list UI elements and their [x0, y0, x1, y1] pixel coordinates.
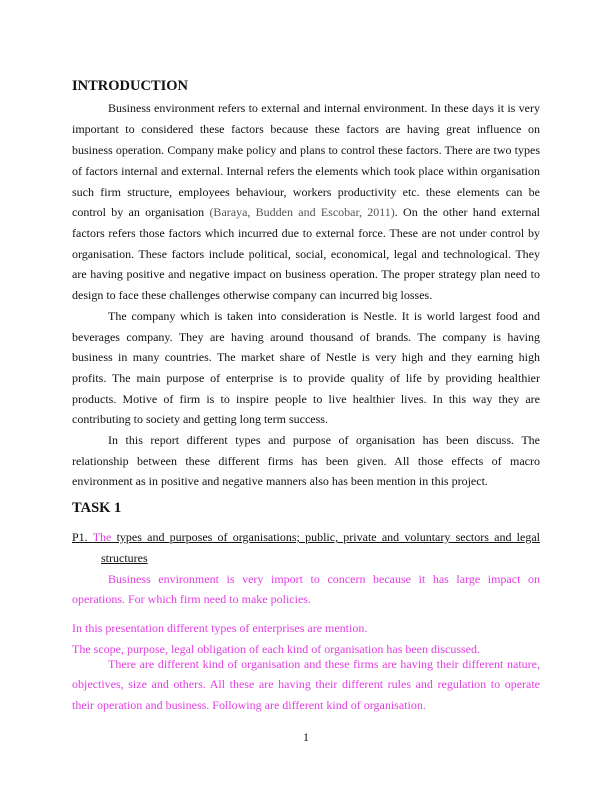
p1-heading-text-2: structures — [101, 551, 148, 565]
paragraph-1-line: organisation. These factors include political, social, economical, legal and technological. They — [72, 247, 540, 261]
p1-label: P1. — [72, 530, 93, 544]
paragraph-1-line: of factors internal and external. Internal refers the elements which took place within organisation — [72, 164, 540, 178]
task1-text-line: The scope, purpose, legal obligation of each kind of organisation has been discussed. — [72, 642, 481, 656]
paragraph-1-line: are having positive and negative impact on business operation. The proper strategy plan need to — [72, 267, 540, 281]
page-number: 1 — [303, 730, 309, 744]
paragraph-1-line: design to face these challenges otherwise company can incurred big losses. — [72, 288, 433, 302]
task1-text-line: There are different kind of organisation and these firms are having their different nature, — [108, 657, 540, 671]
paragraph-1-line — [72, 205, 540, 219]
paragraph-3-line: relationship between these different firms has been given. All those effects of macro — [72, 454, 540, 468]
p1-the: The — [92, 530, 112, 544]
paragraph-3-line: environment as in positive and negative manners also has been mention in this project. — [72, 474, 488, 488]
paragraph-2-line: beverages company. They are having around thousand of brands. The company is having — [72, 330, 540, 344]
heading-introduction: INTRODUCTION — [72, 78, 189, 94]
paragraph-2-line: profits. The main purpose of enterprise is to provide quality of life by providing healthier — [72, 371, 540, 385]
paragraph-1-line: factors refers those factors which incurred due to external force. These are not under control by — [72, 226, 540, 240]
paragraph-1-line: Business environment refers to external and internal environment. In these days it is very — [108, 101, 540, 115]
paragraph-1-line: important to considered these factors because these factors are having great influence on — [72, 122, 540, 136]
paragraph-2-line: business in many countries. The market share of Nestle is very high and they earning high — [72, 350, 540, 364]
paragraph-1-line: such firm structure, employees behaviour, workers productivity etc. these elements can be — [72, 185, 540, 199]
p1-heading-text: types and purposes of organisations; public, private and voluntary sectors and legal — [111, 530, 540, 544]
paragraph-3-line: In this report different types and purpose of organisation has been discuss. The — [108, 433, 540, 447]
task1-text-line: objectives, size and others. All these are having their different rules and regulation to operate — [72, 677, 540, 691]
text-segment: control by an organisation — [72, 205, 210, 219]
task1-text-line: Business environment is very import to concern because it has large impact on — [108, 572, 540, 586]
task1-text-line: operations. For which firm need to make policies. — [72, 592, 311, 606]
text-segment: . On the other hand external — [394, 205, 541, 219]
task1-text-line: their operation and business. Following are different kind of organisation. — [72, 698, 426, 712]
citation: (Baraya, Budden and Escobar, 2011) — [209, 205, 395, 219]
p1-heading-line-2 — [101, 551, 540, 565]
heading-task-1: TASK 1 — [72, 500, 122, 516]
p1-heading-line-1 — [72, 530, 540, 544]
paragraph-2-line: products. Motive of firm is to inspire people to live healthier lives. In this way they are — [72, 392, 540, 406]
paragraph-2-line: contributing to society and getting long term success. — [72, 412, 328, 426]
task1-text-line: In this presentation different types of enterprises are mention. — [72, 621, 368, 635]
paragraph-2-line: The company which is taken into consideration is Nestle. It is world largest food and — [108, 309, 540, 323]
paragraph-1-line: business operation. Company make policy and plans to control these factors. There are two types — [72, 143, 540, 157]
